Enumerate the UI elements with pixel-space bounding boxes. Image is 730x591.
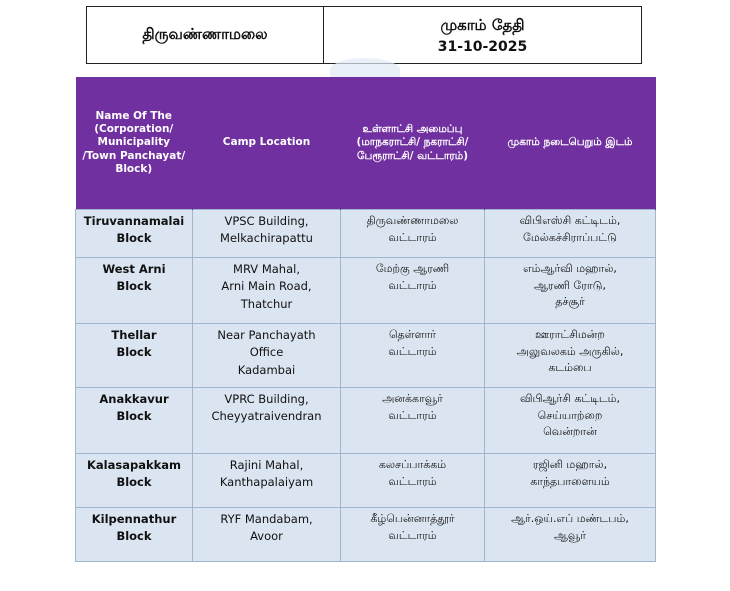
- location-cell: VPRC Building, Cheyyatraivendran: [193, 388, 341, 454]
- area-cell: Kalasapakkam Block: [76, 454, 193, 508]
- table-row: [76, 258, 656, 324]
- venue-cell: விபிஎஸ்சி கட்டிடம், மேல்கச்சிராப்பட்டு: [485, 210, 656, 258]
- camp-table: [75, 77, 656, 562]
- location-cell: RYF Mandabam, Avoor: [193, 508, 341, 562]
- camp-date-value: 31-10-2025: [437, 38, 528, 55]
- camp-date-block: [324, 7, 641, 63]
- local-body-cell: தெள்ளார் வட்டாரம்: [341, 324, 485, 388]
- district-name: திருவண்ணாமலை: [87, 7, 324, 63]
- table-row: [76, 324, 656, 388]
- location-cell: Near Panchayath Office Kadambai: [193, 324, 341, 388]
- table-row: [76, 454, 656, 508]
- area-cell: Kilpennathur Block: [76, 508, 193, 562]
- table-row: [76, 388, 656, 454]
- column-header-location: Camp Location: [193, 77, 341, 210]
- venue-cell: ரஜினி மஹால், காந்தபாளையம்: [485, 454, 656, 508]
- column-header-area: Name Of The (Corporation/ Municipality /Town Panchayat/ Block): [76, 77, 193, 210]
- local-body-cell: கீழ்பென்னாத்தூர் வட்டாரம்: [341, 508, 485, 562]
- area-cell: Anakkavur Block: [76, 388, 193, 454]
- local-body-cell: அனக்காவூர் வட்டாரம்: [341, 388, 485, 454]
- venue-cell: ஊராட்சிமன்ற அலுவலகம் அருகில், கடம்பை: [485, 324, 656, 388]
- table-row: [76, 210, 656, 258]
- location-cell: Rajini Mahal, Kanthapalaiyam: [193, 454, 341, 508]
- local-body-cell: மேற்கு ஆரணி வட்டாரம்: [341, 258, 485, 324]
- column-header-local-body: உள்ளாட்சி அமைப்பு (மாநகராட்சி/ நகராட்சி/ பேரூராட்சி/ வட்டாரம்): [341, 77, 485, 210]
- column-header-venue: முகாம் நடைபெறும் இடம்: [485, 77, 656, 210]
- local-body-cell: கலசப்பாக்கம் வட்டாரம்: [341, 454, 485, 508]
- venue-cell: விபிஆர்சி கட்டிடம், செய்யாற்றை வென்றான்: [485, 388, 656, 454]
- area-cell: Tiruvannamalai Block: [76, 210, 193, 258]
- venue-cell: எம்ஆர்வி மஹால், ஆரணி ரோடு, தச்சூர்: [485, 258, 656, 324]
- camp-date-label: முகாம் தேதி: [440, 15, 525, 34]
- table-row: [76, 508, 656, 562]
- area-cell: Thellar Block: [76, 324, 193, 388]
- table-header-row: [76, 77, 656, 210]
- location-cell: MRV Mahal, Arni Main Road, Thatchur: [193, 258, 341, 324]
- location-cell: VPSC Building, Melkachirapattu: [193, 210, 341, 258]
- area-cell: West Arni Block: [76, 258, 193, 324]
- venue-cell: ஆர்.ஒய்.எப் மண்டபம், ஆவூர்: [485, 508, 656, 562]
- local-body-cell: திருவண்ணாமலை வட்டாரம்: [341, 210, 485, 258]
- header-box: [86, 6, 642, 64]
